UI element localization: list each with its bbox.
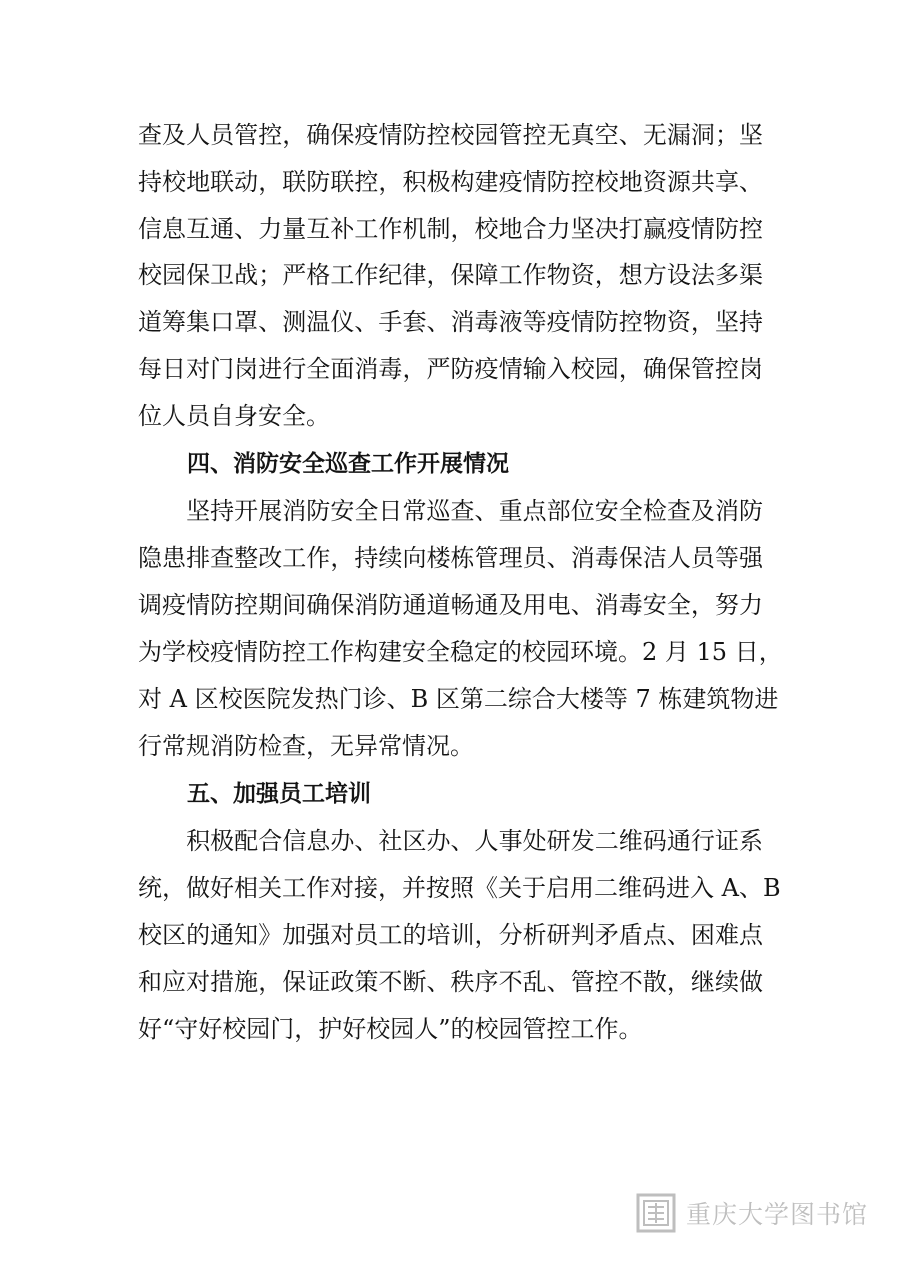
paragraph-line: 行常规消防检查，无异常情况。 [138, 732, 474, 760]
paragraph-line: 隐患排查整改工作，持续向楼栋管理员、消毒保洁人员等强 [138, 544, 763, 572]
paragraph-line: 校区的通知》加强对员工的培训，分析研判矛盾点、困难点 [138, 921, 763, 949]
paragraph-line: 调疫情防控期间确保消防通道畅通及用电、消毒安全，努力 [138, 591, 763, 619]
paragraph-line: 和应对措施，保证政策不断、秩序不乱、管控不散，继续做 [138, 968, 763, 996]
paragraph-line: 信息互通、力量互补工作机制，校地合力坚决打赢疫情防控 [138, 215, 763, 243]
paragraph-line: 道筹集口罩、测温仪、手套、消毒液等疫情防控物资，坚持 [138, 308, 763, 336]
paragraph-line: 积极配合信息办、社区办、人事处研发二维码通行证系 [138, 827, 763, 855]
paragraph-line: 好“守好校园门，护好校园人”的校园管控工作。 [138, 1015, 643, 1043]
paragraph-line: 每日对门岗进行全面消毒，严防疫情输入校园，确保管控岗 [138, 355, 763, 383]
section-heading-5: 五、加强员工培训 [187, 781, 371, 807]
paragraph-line: 统，做好相关工作对接，并按照《关于启用二维码进入 A、B [138, 874, 781, 902]
library-seal-icon [636, 1193, 676, 1233]
paragraph-line: 校园保卫战；严格工作纪律，保障工作物资，想方设法多渠 [138, 261, 763, 289]
paragraph-line: 对 A 区校医院发热门诊、B 区第二综合大楼等 7 栋建筑物进 [138, 685, 779, 713]
paragraph-line: 持校地联动，联防联控，积极构建疫情防控校地资源共享、 [138, 168, 763, 196]
library-watermark [636, 1190, 868, 1236]
paragraph-line: 坚持开展消防安全日常巡查、重点部位安全检查及消防 [138, 497, 763, 525]
paragraph-line: 为学校疫情防控工作构建安全稳定的校园环境。2 月 15 日， [138, 638, 783, 666]
section-heading-4: 四、消防安全巡查工作开展情况 [187, 451, 509, 477]
watermark-text: 重庆大学图书馆 [686, 1200, 869, 1229]
paragraph-line: 查及人员管控，确保疫情防控校园管控无真空、无漏洞；坚 [138, 121, 763, 149]
paragraph-line: 位人员自身安全。 [138, 402, 330, 430]
